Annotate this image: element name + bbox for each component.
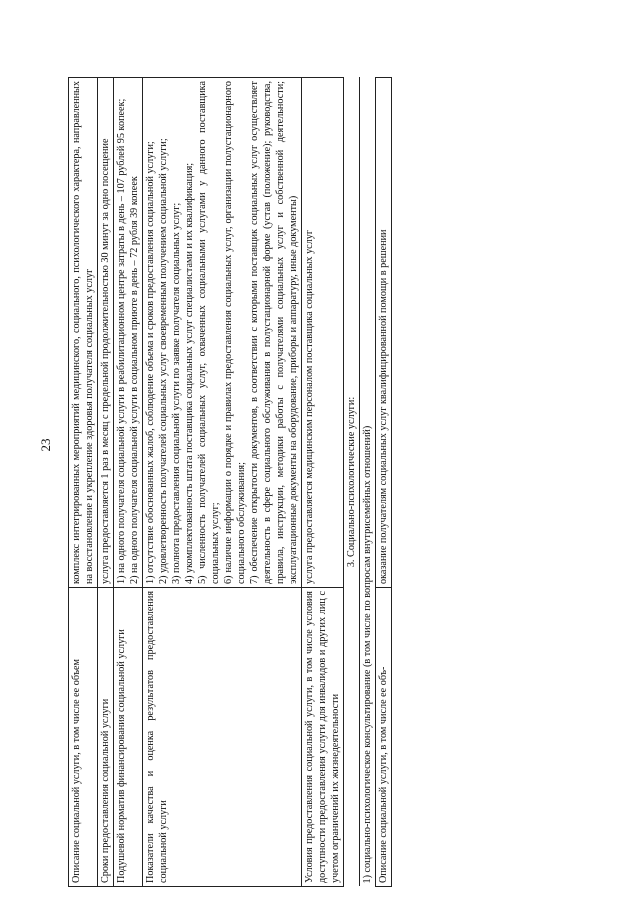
row-label-description: Описание социальной услуги, в том числе ее объем (69, 588, 98, 887)
services-table (68, 77, 392, 887)
list-item: 6) наличие информации о порядке и правилах предоставления социальных услуг, организации полустационарного социального обслуживания; (223, 81, 247, 584)
list-item: 3) полнота предоставления социальной услуги по заявке получателя социальных услуг; (171, 202, 182, 584)
subsection-heading-row (360, 78, 376, 887)
row-value-description: комплекс интегрированных мероприятий медицинского, социального, психологического характера, направленных на восстановление и укрепление здоровья получателя социальных услуг (69, 78, 98, 588)
row-label-financing: Подушевой норматив финансирования социальной услуги (114, 588, 143, 887)
row-value-quality (143, 78, 302, 588)
row-label-terms: Сроки предоставления социальной услуги (98, 588, 114, 887)
table-row (143, 78, 302, 887)
list-item: 1) на одного получателя социальной услуги в реабилитационном центре затраты в день – 107 рублей 95 копеек; (116, 98, 127, 584)
list-item: 4) укомплектованность штата поставщика социальных услуг специалистами и их квалификация; (184, 162, 195, 584)
list-item: 2) на одного получателя социальной услуги в социальном приюте в день – 72 рубля 39 копеек (129, 176, 140, 584)
list-item: 2) удовлетворенность получателей социальных услуг своевременным получением социальной услуги; (158, 138, 169, 584)
table-row (98, 78, 114, 887)
list-item: 5) численность получателей социальных услуг, охваченных социальными услугами у данного поставщика социальных услуг; (197, 81, 221, 584)
section-title: 3. Социально-психологические услуги: (344, 78, 360, 887)
row-label-conditions: Условия предоставления социальной услуги, в том числе условия доступности предоставления услуги для инвалидов и других лиц с учетом ограничений их жизнедеятельности (302, 588, 344, 887)
row-value-terms: услуга предоставляется 1 раз в месяц с предельной продолжительностью 30 минут за одно посещение (98, 78, 114, 588)
page-number: 23 (38, 438, 53, 452)
row-value-conditions: услуга предоставляется медицинским персоналом поставщика социальных услуг (302, 78, 344, 588)
table-row (376, 78, 392, 887)
subsection-title: 1) социально-психологическое консультирование (в том числе по вопросам внутрисемейных отношений) (360, 78, 376, 887)
section-heading-row (344, 78, 360, 887)
table-row (114, 78, 143, 887)
list-item: 7) обеспечение открытости документов, в соответствии с которыми поставщик социальных услуг осуществляет деятельность в сфере социального обслуживания в полустационарной форме (устав (положение); руководства, правила, инструкции, методики работы с получателями социальных услуг и собственной деятельности; эксплуатационные документы на оборудование, приборы и аппаратуру, иные документы) (249, 81, 299, 584)
rotated-page-content (68, 77, 586, 887)
row-value-financing (114, 78, 143, 588)
row-label-description: Описание социальной услуги, в том числе ее объ- (376, 588, 392, 887)
row-value-description: оказание получателям социальных услуг квалифицированной помощи в решении (376, 78, 392, 588)
table-row (69, 78, 98, 887)
row-label-quality: Показатели качества и оценка результатов предоставления социальной услуги (143, 588, 302, 887)
list-item: 1) отсутствие обоснованных жалоб, соблюдение объема и сроков предоставления социальной услуги; (145, 141, 156, 584)
table-row (302, 78, 344, 887)
